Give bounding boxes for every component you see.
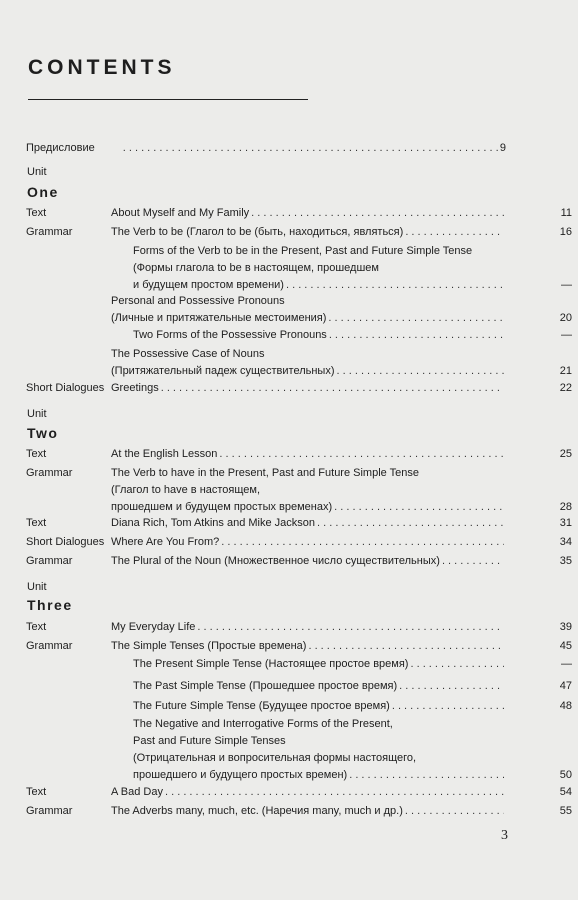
unit-name: Two: [27, 425, 59, 441]
toc-entry: [111, 515, 572, 532]
entry-line: A Bad Day: [111, 786, 163, 798]
row-label: Text: [26, 786, 47, 798]
toc-entry: [111, 205, 572, 222]
entry-page: 48: [559, 700, 572, 712]
toc-entry: [133, 656, 572, 673]
entry-page: 45: [559, 640, 572, 652]
entry-page: 47: [559, 680, 572, 692]
entry-line: прошедшего и будущего простых времен): [133, 769, 348, 781]
toc-entry: [133, 716, 572, 784]
row-label: Text: [26, 621, 47, 633]
toc-entry: [111, 446, 572, 463]
entry-line: The Adverbs many, much, etc. (Наречия many, much и др.): [111, 805, 403, 817]
toc-entry: [133, 678, 572, 695]
entry-page: 21: [559, 365, 572, 377]
entry-line: Where Are You From?: [111, 536, 220, 548]
toc-entry: [133, 698, 572, 715]
entry-line: (Притяжательный падеж существительных): [111, 365, 335, 377]
row-label: Grammar: [26, 805, 73, 817]
row-label: Grammar: [26, 555, 73, 567]
unit-word: Unit: [27, 408, 47, 420]
toc-entry: [111, 224, 572, 241]
toc-entry: [133, 327, 572, 344]
entry-page: 39: [559, 621, 572, 633]
entry-line: The Negative and Interrogative Forms of the Present,: [133, 718, 393, 730]
row-label: Text: [26, 207, 47, 219]
entry-line: Past and Future Simple Tenses: [133, 735, 286, 747]
entry-line: (Личные и притяжательные местоимения): [111, 312, 327, 324]
entry-page: 35: [559, 555, 572, 567]
entry-line: About Myself and My Family: [111, 207, 250, 219]
row-label: Short Dialogues: [26, 382, 105, 394]
entry-page: 20: [559, 312, 572, 324]
toc-entry: [111, 346, 572, 380]
entry-line: The Past Simple Tense (Прошедшее простое время): [133, 680, 398, 692]
entry-line: The Plural of the Noun (Множественное число существительных): [111, 555, 440, 567]
entry-line: (Отрицательная и вопросительная формы настоящего,: [133, 752, 417, 764]
entry-page: —: [561, 658, 572, 670]
entry-page: 11: [560, 207, 572, 219]
entry-page: 22: [559, 382, 572, 394]
entry-page: 16: [559, 226, 572, 238]
entry-page: —: [561, 329, 572, 341]
unit-name: Three: [27, 597, 73, 613]
entry-page: —: [561, 279, 572, 291]
toc-entry: [111, 465, 572, 516]
row-label: Short Dialogues: [26, 536, 105, 548]
entry-line: Greetings: [111, 382, 159, 394]
entry-line: Two Forms of the Possessive Pronouns: [133, 329, 327, 341]
entry-line: At the English Lesson: [111, 448, 218, 460]
entry-line: прошедшем и будущем простых временах): [111, 501, 333, 513]
entry-line: The Verb to have in the Present, Past and Future Simple Tense: [111, 467, 419, 479]
toc-entry: [111, 638, 572, 655]
toc-entry: [111, 784, 572, 801]
toc-entry: [111, 619, 572, 636]
entry-line: (Глагол to have в настоящем,: [111, 484, 261, 496]
entry-line: Personal and Possessive Pronouns: [111, 295, 285, 307]
entry-page: 54: [559, 786, 572, 798]
row-label: Grammar: [26, 467, 73, 479]
page-number: 3: [501, 828, 508, 843]
unit-name: One: [27, 184, 59, 200]
toc-entry: [111, 534, 572, 551]
entry-line: My Everyday Life: [111, 621, 196, 633]
title-underline: [28, 99, 308, 100]
entry-page: 31: [559, 517, 572, 529]
entry-page: 9: [499, 142, 506, 154]
page-title: CONTENTS: [28, 56, 176, 79]
entry-line: The Present Simple Tense (Настоящее простое время): [133, 658, 409, 670]
entry-page: 28: [559, 501, 572, 513]
entry-line: The Verb to be (Глагол to be (быть, находиться, являться): [111, 226, 404, 238]
entry-line: The Simple Tenses (Простые времена): [111, 640, 307, 652]
toc-entry-preface: [26, 140, 506, 157]
entry-line: Forms of the Verb to be in the Present, Past and Future Simple Tense: [133, 245, 473, 257]
unit-word: Unit: [27, 166, 47, 178]
toc-entry: [111, 803, 572, 820]
row-label: Grammar: [26, 640, 73, 652]
unit-word: Unit: [27, 581, 47, 593]
entry-title: Предисловие: [26, 142, 95, 154]
toc-entry: [111, 380, 572, 397]
entry-page: 55: [559, 805, 572, 817]
toc-entry: [133, 243, 572, 294]
entry-line: (Формы глагола to be в настоящем, прошедшем: [133, 262, 379, 274]
row-label: Text: [26, 517, 47, 529]
entry-page: 25: [559, 448, 572, 460]
entry-line: и будущем простом времени): [133, 279, 284, 291]
entry-line: The Future Simple Tense (Будущее простое время): [133, 700, 390, 712]
toc-entry: [111, 553, 572, 570]
entry-page: 34: [559, 536, 572, 548]
row-label: Grammar: [26, 226, 73, 238]
toc-entry: [111, 293, 572, 327]
row-label: Text: [26, 448, 47, 460]
entry-page: 50: [559, 769, 572, 781]
entry-line: Diana Rich, Tom Atkins and Mike Jackson: [111, 517, 315, 529]
entry-line: The Possessive Case of Nouns: [111, 348, 265, 360]
